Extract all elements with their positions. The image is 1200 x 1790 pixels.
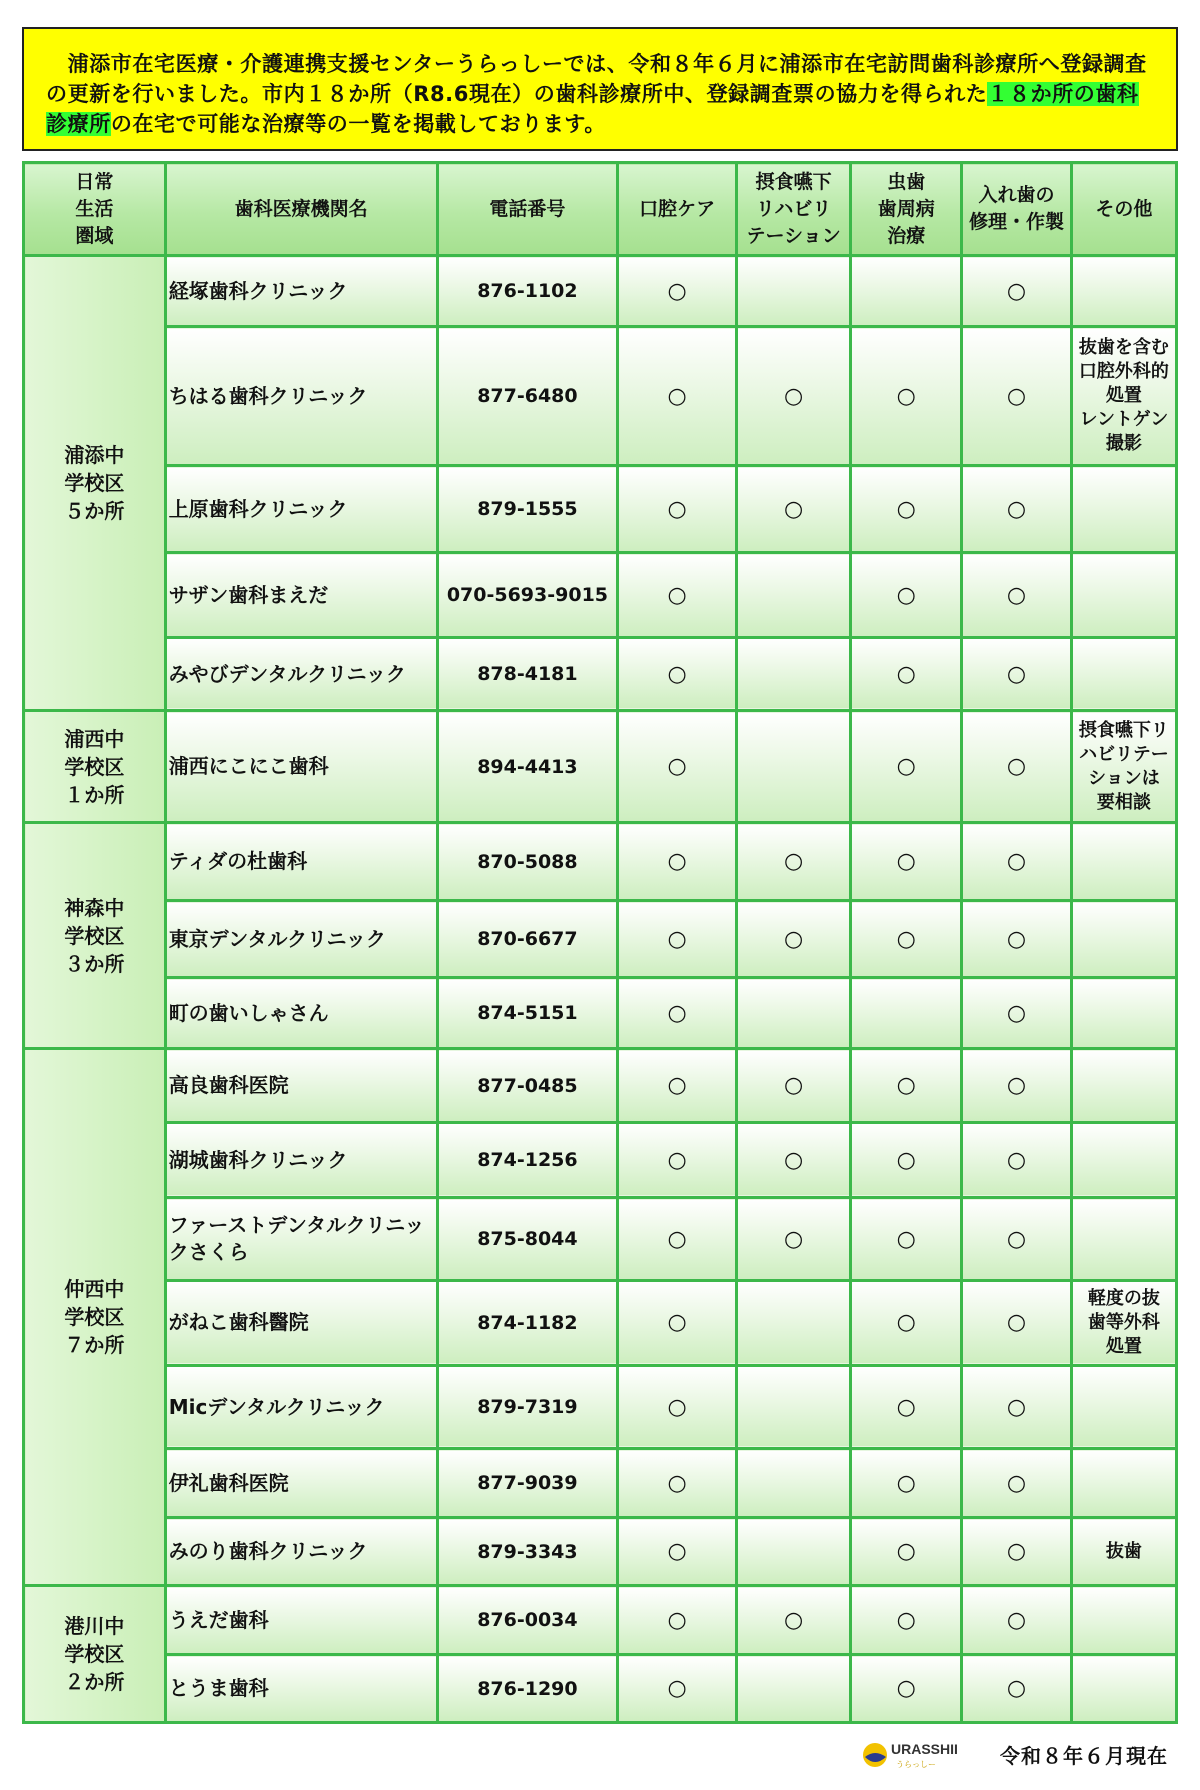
area-label: 港川中 学校区 ２か所 <box>24 1586 166 1723</box>
footer-date: 令和８年６月現在 <box>1000 1744 1168 1768</box>
clinic-name: 湖城歯科クリニック <box>165 1122 437 1198</box>
swallow-mark: ○ <box>737 1198 851 1281</box>
clinic-name: Micデンタルクリニック <box>165 1365 437 1449</box>
caries-mark: ○ <box>851 553 962 638</box>
denture-mark: ○ <box>962 901 1072 978</box>
swallow-mark: ○ <box>737 823 851 901</box>
table-row <box>24 1122 1177 1198</box>
table-row <box>24 256 1177 327</box>
denture-mark: ○ <box>962 1365 1072 1449</box>
header-caries: 虫歯 歯周病 治療 <box>851 163 962 256</box>
denture-mark: ○ <box>962 1122 1072 1198</box>
clinic-table <box>22 161 1178 1724</box>
clinic-other <box>1071 1449 1176 1518</box>
oral-care-mark: ○ <box>618 823 737 901</box>
caries-mark: ○ <box>851 637 962 710</box>
table-row <box>24 327 1177 466</box>
oral-care-mark: ○ <box>618 1280 737 1365</box>
swallow-mark <box>737 978 851 1049</box>
caries-mark <box>851 978 962 1049</box>
table-row <box>24 1449 1177 1518</box>
oral-care-mark: ○ <box>618 1449 737 1518</box>
clinic-other <box>1071 1198 1176 1281</box>
swallow-mark <box>737 1518 851 1586</box>
denture-mark: ○ <box>962 1198 1072 1281</box>
table-row <box>24 711 1177 823</box>
denture-mark: ○ <box>962 466 1072 553</box>
caries-mark <box>851 256 962 327</box>
swallow-mark <box>737 637 851 710</box>
clinic-name: 高良歯科医院 <box>165 1049 437 1122</box>
denture-mark: ○ <box>962 1449 1072 1518</box>
denture-mark: ○ <box>962 553 1072 638</box>
clinic-other: 摂食嚥下リ ハビリテー ションは 要相談 <box>1071 711 1176 823</box>
svg-text:うらっしー: うらっしー <box>896 1760 936 1769</box>
oral-care-mark: ○ <box>618 256 737 327</box>
swallow-mark <box>737 1655 851 1723</box>
clinic-tel: 877-0485 <box>437 1049 618 1122</box>
header-name: 歯科医療機関名 <box>165 163 437 256</box>
clinic-other <box>1071 978 1176 1049</box>
swallow-mark: ○ <box>737 1049 851 1122</box>
oral-care-mark: ○ <box>618 978 737 1049</box>
caries-mark: ○ <box>851 1518 962 1586</box>
swallow-mark <box>737 553 851 638</box>
clinic-name: ティダの杜歯科 <box>165 823 437 901</box>
denture-mark: ○ <box>962 1655 1072 1723</box>
table-row <box>24 901 1177 978</box>
clinic-other <box>1071 1122 1176 1198</box>
oral-care-mark: ○ <box>618 711 737 823</box>
clinic-tel: 879-3343 <box>437 1518 618 1586</box>
swallow-mark: ○ <box>737 901 851 978</box>
area-label: 浦添中 学校区 ５か所 <box>24 256 166 711</box>
header-other: その他 <box>1071 163 1176 256</box>
header-oral-care: 口腔ケア <box>618 163 737 256</box>
clinic-other <box>1071 553 1176 638</box>
clinic-tel: 870-6677 <box>437 901 618 978</box>
clinic-name: 東京デンタルクリニック <box>165 901 437 978</box>
clinic-tel: 874-1182 <box>437 1280 618 1365</box>
denture-mark: ○ <box>962 1280 1072 1365</box>
caries-mark: ○ <box>851 327 962 466</box>
clinic-name: サザン歯科まえだ <box>165 553 437 638</box>
caries-mark: ○ <box>851 901 962 978</box>
clinic-other <box>1071 1049 1176 1122</box>
swallow-mark <box>737 1365 851 1449</box>
denture-mark: ○ <box>962 256 1072 327</box>
caries-mark: ○ <box>851 466 962 553</box>
clinic-tel: 879-7319 <box>437 1365 618 1449</box>
clinic-name: がねこ歯科醫院 <box>165 1280 437 1365</box>
oral-care-mark: ○ <box>618 1655 737 1723</box>
area-label: 神森中 学校区 ３か所 <box>24 823 166 1049</box>
clinic-other: 抜歯 <box>1071 1518 1176 1586</box>
swallow-mark <box>737 711 851 823</box>
notice-text-2: の在宅で可能な治療等の一覧を掲載しております。 <box>110 112 606 136</box>
clinic-other <box>1071 466 1176 553</box>
oral-care-mark: ○ <box>618 1049 737 1122</box>
clinic-other <box>1071 1586 1176 1655</box>
denture-mark: ○ <box>962 1518 1072 1586</box>
denture-mark: ○ <box>962 711 1072 823</box>
caries-mark: ○ <box>851 1049 962 1122</box>
oral-care-mark: ○ <box>618 1122 737 1198</box>
oral-care-mark: ○ <box>618 327 737 466</box>
caries-mark: ○ <box>851 1122 962 1198</box>
caries-mark: ○ <box>851 823 962 901</box>
caries-mark: ○ <box>851 711 962 823</box>
table-row <box>24 1655 1177 1723</box>
urasshii-logo <box>860 1735 970 1775</box>
clinic-tel: 877-9039 <box>437 1449 618 1518</box>
clinic-tel: 879-1555 <box>437 466 618 553</box>
swallow-mark: ○ <box>737 466 851 553</box>
notice-box <box>22 27 1178 151</box>
clinic-other <box>1071 823 1176 901</box>
clinic-other: 抜歯を含む 口腔外科的 処置 レントゲン 撮影 <box>1071 327 1176 466</box>
table-row <box>24 1049 1177 1122</box>
header-tel: 電話番号 <box>437 163 618 256</box>
header-row <box>24 163 1177 256</box>
caries-mark: ○ <box>851 1655 962 1723</box>
oral-care-mark: ○ <box>618 466 737 553</box>
svg-text:URASSHII: URASSHII <box>891 1741 958 1757</box>
oral-care-mark: ○ <box>618 1586 737 1655</box>
clinic-tel: 870-5088 <box>437 823 618 901</box>
denture-mark: ○ <box>962 1586 1072 1655</box>
table-row <box>24 978 1177 1049</box>
clinic-other <box>1071 1365 1176 1449</box>
notice-highlight: １８か所の歯科診療所 <box>46 82 1139 136</box>
oral-care-mark: ○ <box>618 1518 737 1586</box>
area-label: 浦西中 学校区 １か所 <box>24 711 166 823</box>
table-row <box>24 1198 1177 1281</box>
clinic-name: 町の歯いしゃさん <box>165 978 437 1049</box>
caries-mark: ○ <box>851 1198 962 1281</box>
clinic-name: ファーストデンタルクリニッ クさくら <box>165 1198 437 1281</box>
clinic-other: 軽度の抜 歯等外科 処置 <box>1071 1280 1176 1365</box>
table-row <box>24 637 1177 710</box>
clinic-tel: 894-4413 <box>437 711 618 823</box>
clinic-tel: 070-5693-9015 <box>437 553 618 638</box>
clinic-name: みのり歯科クリニック <box>165 1518 437 1586</box>
table-row <box>24 1586 1177 1655</box>
oral-care-mark: ○ <box>618 901 737 978</box>
oral-care-mark: ○ <box>618 637 737 710</box>
clinic-name: ちはる歯科クリニック <box>165 327 437 466</box>
caries-mark: ○ <box>851 1449 962 1518</box>
oral-care-mark: ○ <box>618 553 737 638</box>
header-denture: 入れ歯の 修理・作製 <box>962 163 1072 256</box>
clinic-other <box>1071 1655 1176 1723</box>
clinic-tel: 874-1256 <box>437 1122 618 1198</box>
clinic-name: 浦西にこにこ歯科 <box>165 711 437 823</box>
notice-text-1: 浦添市在宅医療・介護連携支援センターうらっしーでは、令和８年６月に浦添市在宅訪問歯科診療所へ登録調査の更新を行いました。市内１８か所（R8.6現在）の歯科診療所中、登録調査票の協力を得られた <box>46 52 1147 106</box>
header-area: 日常 生活 圏域 <box>24 163 166 256</box>
table-row <box>24 1365 1177 1449</box>
denture-mark: ○ <box>962 1049 1072 1122</box>
area-label: 仲西中 学校区 ７か所 <box>24 1049 166 1586</box>
clinic-name: とうま歯科 <box>165 1655 437 1723</box>
table-row <box>24 1518 1177 1586</box>
clinic-other <box>1071 637 1176 710</box>
clinic-tel: 876-0034 <box>437 1586 618 1655</box>
denture-mark: ○ <box>962 637 1072 710</box>
swallow-mark <box>737 256 851 327</box>
clinic-tel: 876-1102 <box>437 256 618 327</box>
header-swallow: 摂食嚥下 リハビリ テーション <box>737 163 851 256</box>
table-row <box>24 1280 1177 1365</box>
caries-mark: ○ <box>851 1586 962 1655</box>
clinic-tel: 878-4181 <box>437 637 618 710</box>
clinic-name: うえだ歯科 <box>165 1586 437 1655</box>
table-row <box>24 553 1177 638</box>
clinic-other <box>1071 256 1176 327</box>
table-row <box>24 823 1177 901</box>
oral-care-mark: ○ <box>618 1365 737 1449</box>
swallow-mark: ○ <box>737 1122 851 1198</box>
clinic-tel: 875-8044 <box>437 1198 618 1281</box>
clinic-name: 経塚歯科クリニック <box>165 256 437 327</box>
oral-care-mark: ○ <box>618 1198 737 1281</box>
clinic-name: 上原歯科クリニック <box>165 466 437 553</box>
caries-mark: ○ <box>851 1280 962 1365</box>
table-row <box>24 466 1177 553</box>
clinic-tel: 876-1290 <box>437 1655 618 1723</box>
denture-mark: ○ <box>962 327 1072 466</box>
swallow-mark: ○ <box>737 1586 851 1655</box>
clinic-tel: 877-6480 <box>437 327 618 466</box>
denture-mark: ○ <box>962 823 1072 901</box>
clinic-tel: 874-5151 <box>437 978 618 1049</box>
swallow-mark: ○ <box>737 327 851 466</box>
clinic-name: 伊礼歯科医院 <box>165 1449 437 1518</box>
swallow-mark <box>737 1280 851 1365</box>
caries-mark: ○ <box>851 1365 962 1449</box>
clinic-name: みやびデンタルクリニック <box>165 637 437 710</box>
clinic-other <box>1071 901 1176 978</box>
denture-mark: ○ <box>962 978 1072 1049</box>
swallow-mark <box>737 1449 851 1518</box>
